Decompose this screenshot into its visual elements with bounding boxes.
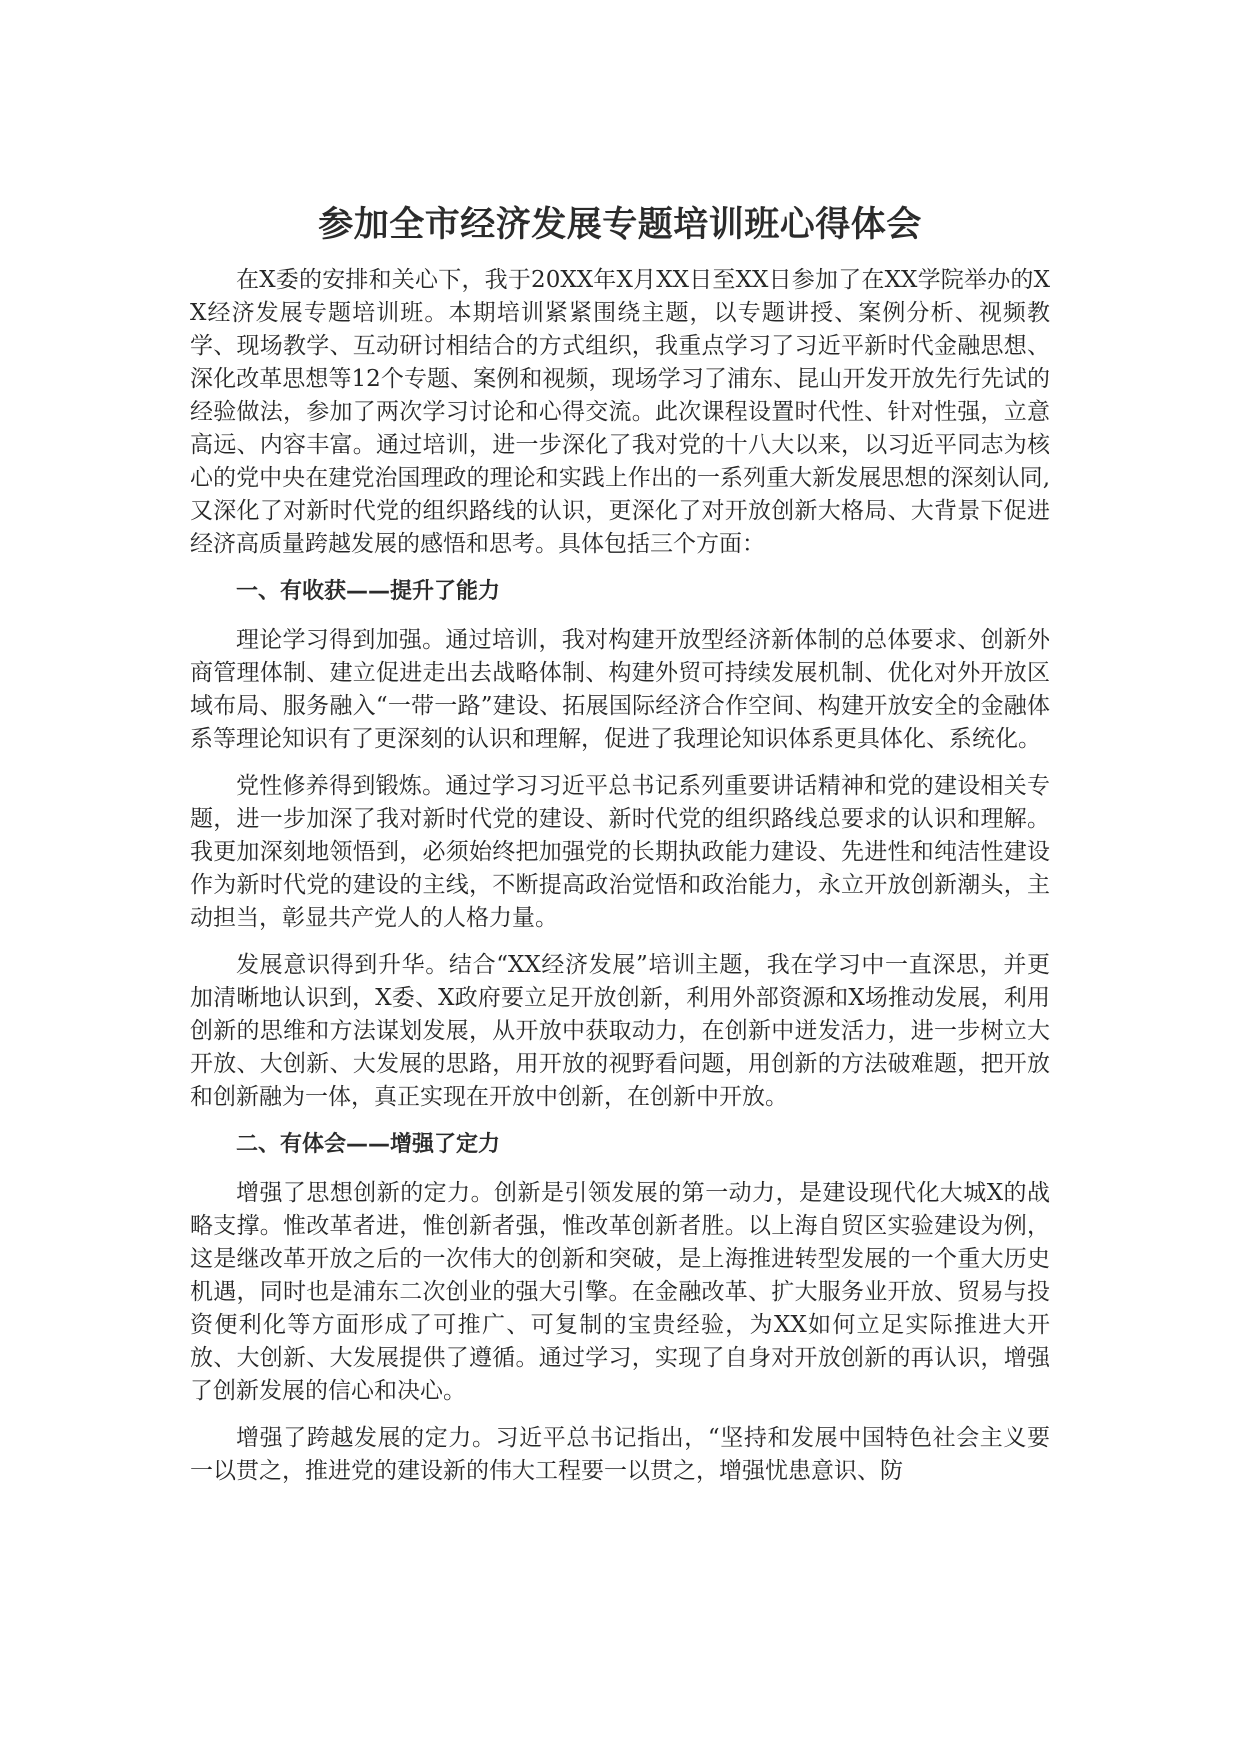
document-title: 参加全市经济发展专题培训班心得体会: [318, 205, 922, 245]
paragraph-leapfrog-focus: 增强了跨越发展的定力。习近平总书记指出，“坚持和发展中国特色社会主义要一以贯之，推进党的建设新的伟大工程要一以贯之，增强忧患意识、防: [190, 1425, 1050, 1484]
intro-paragraph: 在X委的安排和关心下，我于20XX年X月XX日至XX日参加了在XX学院举办的XX经济发展专题培训班。本期培训紧紧围绕主题，以专题讲授、案例分析、视频教学、现场教学、互动研讨相结合的方式组织，我重点学习了习近平新时代金融思想、深化改革思想等12个专题、案例和视频，现场学习了浦东、昆山开发开放先行先试的经验做法，参加了两次学习讨论和心得交流。此次课程设置时代性、针对性强，立意高远、内容丰富。通过培训，进一步深化了我对党的十八大以来，以习近平同志为核心的党中央在建党治国理政的理论和实践上作出的一系列重大新发展思想的深刻认同,又深化了对新时代党的组织路线的认识，更深化了对开放创新大格局、大背景下促进经济高质量跨越发展的感悟和思考。具体包括三个方面：: [190, 267, 1050, 557]
paragraph-innovation-focus: 增强了思想创新的定力。创新是引领发展的第一动力，是建设现代化大城X的战略支撑。惟改革者进，惟创新者强，惟改革创新者胜。以上海自贸区实验建设为例，这是继改革开放之后的一次伟大的创新和突破，是上海推进转型发展的一个重大历史机遇，同时也是浦东二次创业的强大引擎。在金融改革、扩大服务业开放、贸易与投资便利化等方面形成了可推广、可复制的宝贵经验，为XX如何立足实际推进大开放、大创新、大发展提供了遵循。通过学习，实现了自身对开放创新的再认识，增强了创新发展的信心和决心。: [190, 1180, 1050, 1404]
section-heading-1: 一、有收获——提升了能力: [236, 579, 501, 604]
paragraph-development-awareness: 发展意识得到升华。结合“XX经济发展”培训主题，我在学习中一直深思，并更加清晰地认识到，X委、X政府要立足开放创新，利用外部资源和X场推动发展，利用创新的思维和方法谋划发展，从开放中获取动力，在创新中迸发活力，进一步树立大开放、大创新、大发展的思路，用开放的视野看问题，用创新的方法破难题，把开放和创新融为一体，真正实现在开放中创新，在创新中开放。: [190, 952, 1050, 1110]
paragraph-party-cultivation: 党性修养得到锻炼。通过学习习近平总书记系列重要讲话精神和党的建设相关专题，进一步加深了我对新时代党的建设、新时代党的组织路线总要求的认识和理解。我更加深刻地领悟到，必须始终把加强党的长期执政能力建设、先进性和纯洁性建设作为新时代党的建设的主线，不断提高政治觉悟和政治能力，永立开放创新潮头，主动担当，彰显共产党人的人格力量。: [190, 773, 1050, 931]
section-heading-2: 二、有体会——增强了定力: [236, 1132, 501, 1157]
document-page: [190, 200, 1050, 1488]
paragraph-theory-study: 理论学习得到加强。通过培训，我对构建开放型经济新体制的总体要求、创新外商管理体制、建立促进走出去战略体制、构建外贸可持续发展机制、优化对外开放区域布局、服务融入“一带一路”建设、拓展国际经济合作空间、构建开放安全的金融体系等理论知识有了更深刻的认识和理解，促进了我理论知识体系更具体化、系统化。: [190, 627, 1050, 752]
